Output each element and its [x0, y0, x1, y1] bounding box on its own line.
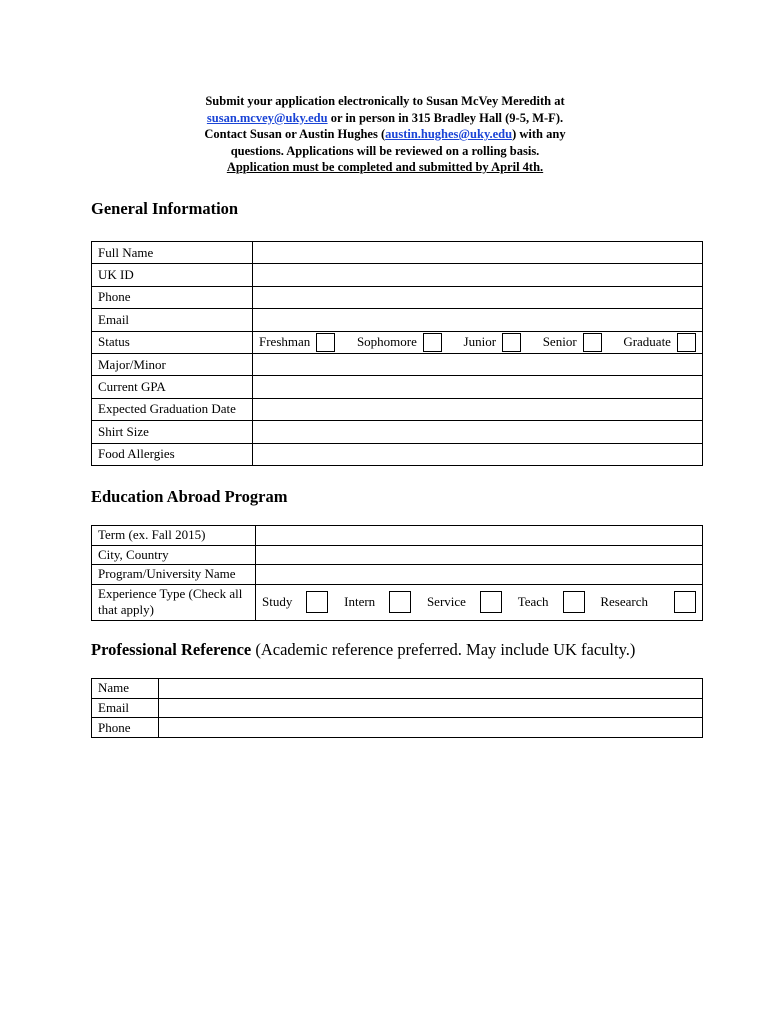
email-label: Email	[92, 309, 253, 331]
instructions-line-2	[150, 110, 620, 127]
study-label: Study	[262, 594, 293, 609]
freshman-label: Freshman	[259, 334, 311, 350]
instructions-line-1: Submit your application electronically to Susan McVey Meredith at	[205, 94, 565, 108]
email-field[interactable]	[253, 309, 703, 331]
table-row	[92, 242, 703, 264]
status-option-junior	[464, 333, 522, 352]
table-row	[92, 526, 703, 546]
senior-label: Senior	[542, 334, 577, 350]
full-name-label: Full Name	[92, 242, 253, 264]
deadline-notice: Application must be completed and submitted by April 4th.	[226, 160, 544, 174]
graduate-label: Graduate	[623, 334, 671, 350]
sophomore-label: Sophomore	[356, 334, 417, 350]
instructions-line-3	[150, 126, 620, 143]
phone-field[interactable]	[253, 286, 703, 308]
term-field[interactable]	[256, 526, 703, 546]
food-allergies-label: Food Allergies	[92, 443, 253, 465]
program-university-field[interactable]	[256, 565, 703, 585]
instructions-line-3-pre: Contact Susan or Austin Hughes (	[204, 127, 386, 141]
major-minor-field[interactable]	[253, 353, 703, 375]
junior-checkbox[interactable]	[502, 333, 521, 352]
table-row	[92, 698, 703, 718]
table-row	[92, 353, 703, 375]
table-row	[92, 545, 703, 565]
sophomore-checkbox[interactable]	[423, 333, 442, 352]
experience-option-research	[600, 591, 696, 613]
program-university-label: Program/University Name	[92, 565, 256, 585]
table-row	[92, 565, 703, 585]
status-options-group	[259, 333, 696, 352]
education-abroad-heading: Education Abroad Program	[91, 487, 288, 506]
city-country-field[interactable]	[256, 545, 703, 565]
professional-reference-note: (Academic reference preferred. May include UK faculty.)	[251, 640, 636, 659]
table-row	[92, 286, 703, 308]
full-name-field[interactable]	[253, 242, 703, 264]
food-allergies-field[interactable]	[253, 443, 703, 465]
shirt-size-field[interactable]	[253, 421, 703, 443]
current-gpa-label: Current GPA	[92, 376, 253, 398]
instructions-line-2-rest: or in person in 315 Bradley Hall (9-5, M-F).	[327, 110, 564, 125]
teach-label: Teach	[517, 594, 549, 609]
shirt-size-label: Shirt Size	[92, 421, 253, 443]
professional-reference-title: Professional Reference	[91, 640, 252, 659]
major-minor-label: Major/Minor	[92, 353, 253, 375]
reference-email-field[interactable]	[159, 698, 703, 718]
experience-option-intern	[344, 591, 411, 613]
table-row	[92, 584, 703, 620]
city-country-label: City, Country	[92, 545, 256, 565]
instructions-line-3-post: ) with any	[512, 127, 566, 141]
table-row	[92, 443, 703, 465]
austin-email-link[interactable]: austin.hughes@uky.edu	[385, 127, 513, 141]
term-label: Term (ex. Fall 2015)	[92, 526, 256, 546]
status-option-senior	[543, 333, 602, 352]
table-row	[92, 718, 703, 738]
reference-phone-label: Phone	[92, 718, 159, 738]
education-abroad-table	[91, 525, 703, 621]
experience-type-label: Experience Type (Check all that apply)	[92, 584, 256, 620]
instructions-line-4: questions. Applications will be reviewed on a rolling basis.	[230, 143, 540, 158]
table-row	[92, 309, 703, 331]
status-option-sophomore	[357, 333, 442, 352]
experience-option-service	[427, 591, 502, 613]
reference-name-label: Name	[92, 679, 159, 699]
general-information-table	[91, 241, 703, 466]
status-label: Status	[92, 331, 253, 353]
status-option-freshman	[259, 333, 335, 352]
intern-checkbox[interactable]	[389, 591, 411, 613]
status-option-graduate	[623, 333, 696, 352]
professional-reference-table	[91, 678, 703, 738]
experience-options-group	[262, 591, 696, 613]
service-label: Service	[426, 594, 466, 609]
intern-label: Intern	[344, 594, 376, 609]
experience-option-study	[262, 591, 328, 613]
susan-email-link[interactable]: susan.mcvey@uky.edu	[206, 110, 328, 125]
current-gpa-field[interactable]	[253, 376, 703, 398]
research-label: Research	[600, 594, 648, 609]
graduation-date-label: Expected Graduation Date	[92, 398, 253, 420]
phone-label: Phone	[92, 286, 253, 308]
uk-id-label: UK ID	[92, 264, 253, 286]
reference-name-field[interactable]	[159, 679, 703, 699]
instructions-block	[150, 93, 620, 176]
general-information-heading: General Information	[91, 199, 239, 218]
experience-option-teach	[518, 591, 585, 613]
teach-checkbox[interactable]	[563, 591, 585, 613]
uk-id-field[interactable]	[253, 264, 703, 286]
reference-email-label: Email	[92, 698, 159, 718]
table-row	[92, 331, 703, 353]
status-options	[253, 331, 703, 353]
junior-label: Junior	[463, 334, 497, 350]
table-row	[92, 679, 703, 699]
senior-checkbox[interactable]	[583, 333, 602, 352]
table-row	[92, 421, 703, 443]
freshman-checkbox[interactable]	[316, 333, 335, 352]
graduation-date-field[interactable]	[253, 398, 703, 420]
service-checkbox[interactable]	[480, 591, 502, 613]
reference-phone-field[interactable]	[159, 718, 703, 738]
study-checkbox[interactable]	[306, 591, 328, 613]
experience-type-options	[256, 584, 703, 620]
table-row	[92, 264, 703, 286]
research-checkbox[interactable]	[674, 591, 696, 613]
professional-reference-heading	[91, 640, 635, 660]
table-row	[92, 398, 703, 420]
graduate-checkbox[interactable]	[677, 333, 696, 352]
table-row	[92, 376, 703, 398]
